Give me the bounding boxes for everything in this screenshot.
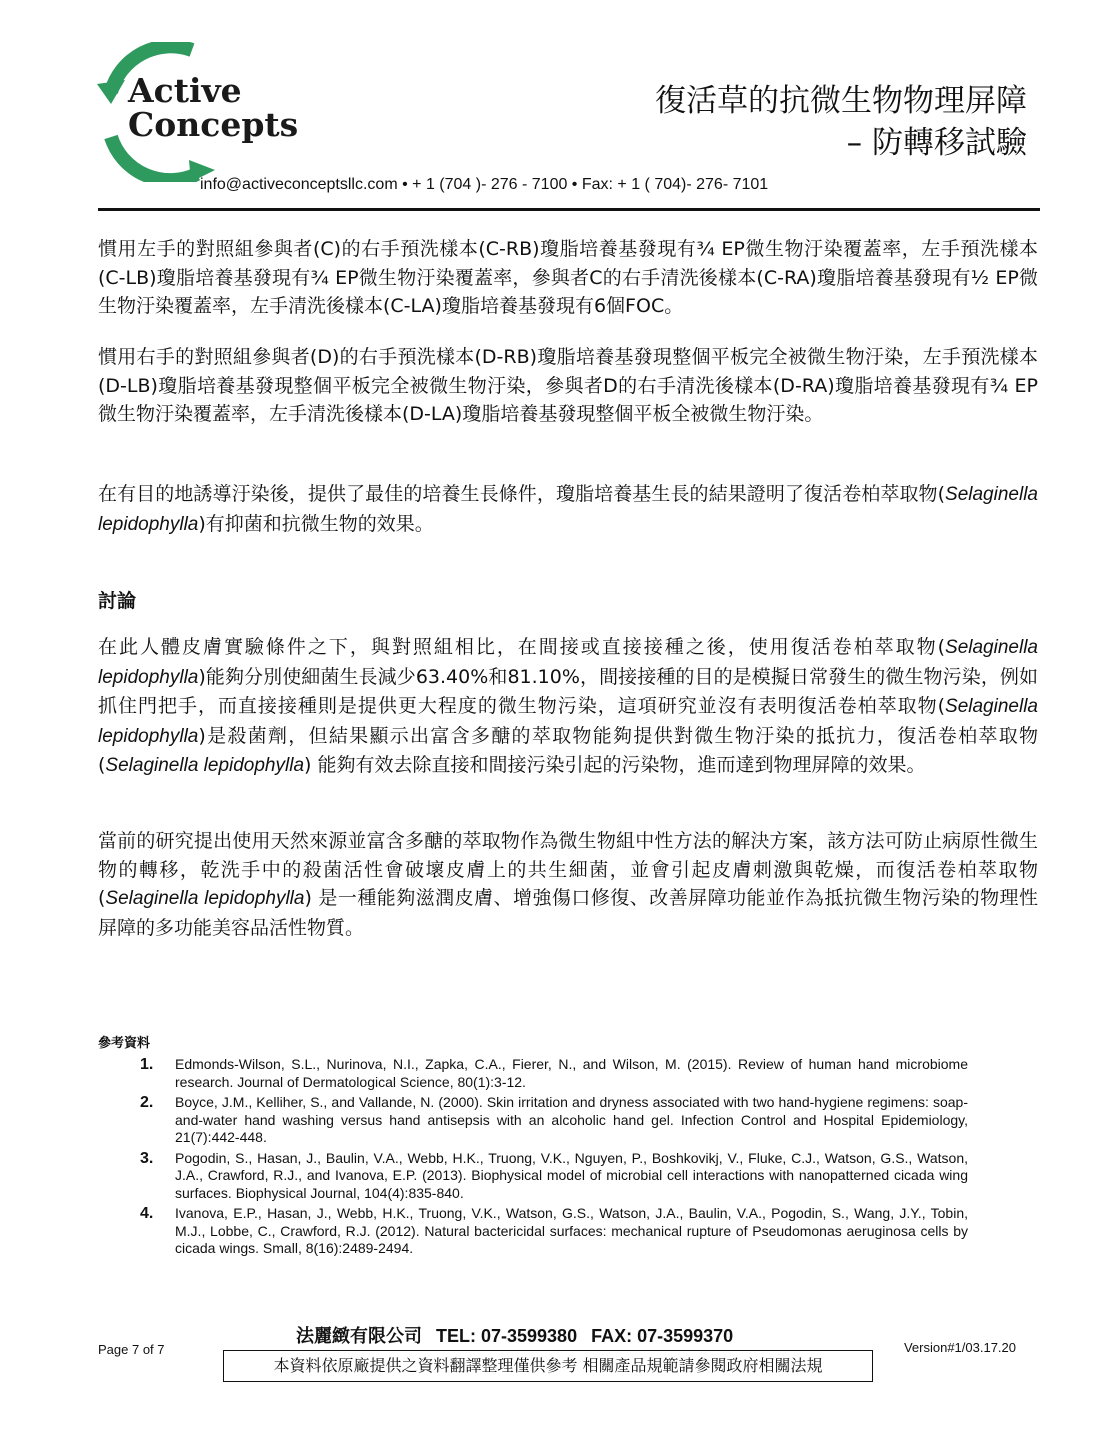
paragraph-participant-c: 慣用左手的對照組參與者(C)的右手預洗樣本(C-RB)瓊脂培養基發現有¾ EP微生物汙染覆蓋率，左手預洗樣本(C-LB)瓊脂培養基發現有¾ EP微生物汙染覆蓋率，參與者C的右手清洗後樣本(C-RA)瓊脂培養基發現有½ EP微生物汙染覆蓋率，左手清洗後樣本(C-LA)瓊脂培養基發現有6個FOC。 <box>98 238 1038 317</box>
reference-text: Pogodin, S., Hasan, J., Baulin, V.A., Webb, H.K., Truong, V.K., Nguyen, P., Boshkovikj, V., Fluke, C.J., Watson, G.S., Watson, J.A., Crawford, R.J., and Ivanova, E.P. (2013). Biophysical model of microbial cell interactions with nanopatterned cicada wing surfaces. Biophysical Journal, 104(4):835-840. <box>175 1149 968 1201</box>
species-name: Selaginella lepidophylla <box>105 888 305 909</box>
p4-text-b: )能夠分別使細菌生長減少63.40%和81.10%，間接接種的目的是模擬日常發生的微生物污染，例如抓住門把手，而直接接種則是提供更大程度的微生物污染，這項研究並沒有表明復活卷柏萃取物( <box>98 665 1038 717</box>
reference-number: 4. <box>140 1205 154 1222</box>
logo-wordmark <box>128 71 299 144</box>
logo-line-2: Concepts <box>128 105 299 144</box>
footer-company-contact <box>296 1322 747 1348</box>
reference-item <box>140 1056 968 1091</box>
logo-line-1: Active <box>128 71 242 110</box>
reference-text: Ivanova, E.P., Hasan, J., Webb, H.K., Truong, V.K., Watson, G.S., Watson, J.A., Baulin, V.A., Pogodin, S., Wang, J.Y., Tobin, M.J., Lobbe, C., Crawford, R.J. (2012). Natural bactericidal surfaces: mechanical rupture of Pseudomonas aeruginosa cells by cicada wings. Small, 8(16):2489-2494. <box>175 1205 968 1256</box>
title-line-2: – 防轉移試驗 <box>846 125 1027 161</box>
discussion-heading: 討論 <box>98 590 137 612</box>
contact-info: info@activeconceptsllc.com • + 1 (704 )- 276 - 7100 • Fax: + 1 ( 704)- 276- 7101 <box>200 176 769 193</box>
species-name: Selaginella lepidophylla <box>105 755 305 776</box>
paragraph-discussion <box>98 633 1038 781</box>
version-label: Version#1/03.17.20 <box>903 1340 1016 1355</box>
company-tel: TEL: 07-3599380 <box>436 1326 578 1346</box>
reference-item <box>140 1150 968 1203</box>
page-number: Page 7 of 7 <box>98 1342 165 1357</box>
species-name: Selaginella lepidophylla <box>98 484 1038 535</box>
p3-text-a: 在有目的地誘導汙染後，提供了最佳的培養生長條件，瓊脂培養基生長的結果證明了復活卷柏萃取物( <box>98 483 946 505</box>
title-line-1: 復活草的抗微生物物理屏障 <box>655 83 1027 119</box>
reference-text: Edmonds-Wilson, S.L., Nurinova, N.I., Zapka, C.A., Fierer, N., and Wilson, M. (2015). Review of human hand microbiome research. Journal of Dermatological Science, 80(1):3-12. <box>175 1056 968 1090</box>
p5-text-b: ) 是一種能夠滋潤皮膚、增強傷口修復、改善屏障功能並作為抵抗微生物污染的物理性屏障的多功能美容品活性物質。 <box>98 887 1038 939</box>
reference-number: 3. <box>140 1149 154 1167</box>
references-list <box>140 1056 968 1261</box>
company-fax: FAX: 07-3599370 <box>591 1326 734 1346</box>
reference-number: 1. <box>140 1056 154 1073</box>
paragraph-conclusion <box>98 827 1038 942</box>
species-name: Selaginella lepidophylla <box>98 637 1038 688</box>
reference-text: Boyce, J.M., Kelliher, S., and Vallande, N. (2000). Skin irritation and dryness associated with two hand-hygiene regimens: soap-and-water hand washing versus hand antisepsis with an alcoholic hand gel. Infection Control and Hospital Epidemiology, 21(7):442-448. <box>175 1094 968 1145</box>
header-divider <box>98 208 1040 211</box>
reference-number: 2. <box>140 1094 154 1111</box>
p4-text-c: )是殺菌劑，但結果顯示出富含多醣的萃取物能夠提供對微生物汙染的抵抗力，復活卷柏萃取物( <box>98 724 1038 776</box>
p4-text-d: ) 能夠有效去除直接和間接污染引起的污染物，進而達到物理屏障的效果。 <box>304 754 926 776</box>
species-name: Selaginella lepidophylla <box>98 696 1038 747</box>
company-name: 法麗緻有限公司 <box>296 1326 422 1346</box>
p3-text-b: )有抑菌和抗微生物的效果。 <box>198 512 434 535</box>
references-title: 參考資料 <box>98 1036 151 1051</box>
document-title <box>655 80 1027 164</box>
disclaimer-box: 本資料依原廠提供之資料翻譯整理僅供參考 相關產品規範請參閱政府相關法規 <box>223 1350 873 1382</box>
paragraph-results-summary <box>98 480 1038 539</box>
paragraph-participant-d: 慣用右手的對照組參與者(D)的右手預洗樣本(D-RB)瓊脂培養基發現整個平板完全被微生物汙染，左手預洗樣本(D-LB)瓊脂培養基發現整個平板完全被微生物汙染，參與者D的右手清洗後樣本(D-RA)瓊脂培養基發現有¾ EP微生物汙染覆蓋率，左手清洗後樣本(D-LA)瓊脂培養基發現整個平板全被微生物汙染。 <box>98 346 1038 425</box>
reference-item <box>140 1094 968 1147</box>
p5-text-a: 當前的研究提出使用天然來源並富含多醣的萃取物作為微生物組中性方法的解決方案，該方法可防止病原性微生物的轉移，乾洗手中的殺菌活性會破壞皮膚上的共生細菌，並會引起皮膚刺激與乾燥，而復活卷柏萃取物( <box>98 830 1038 909</box>
reference-item <box>140 1205 968 1258</box>
p4-text-a: 在此人體皮膚實驗條件之下，與對照組相比，在間接或直接接種之後，使用復活卷柏萃取物( <box>98 636 946 658</box>
